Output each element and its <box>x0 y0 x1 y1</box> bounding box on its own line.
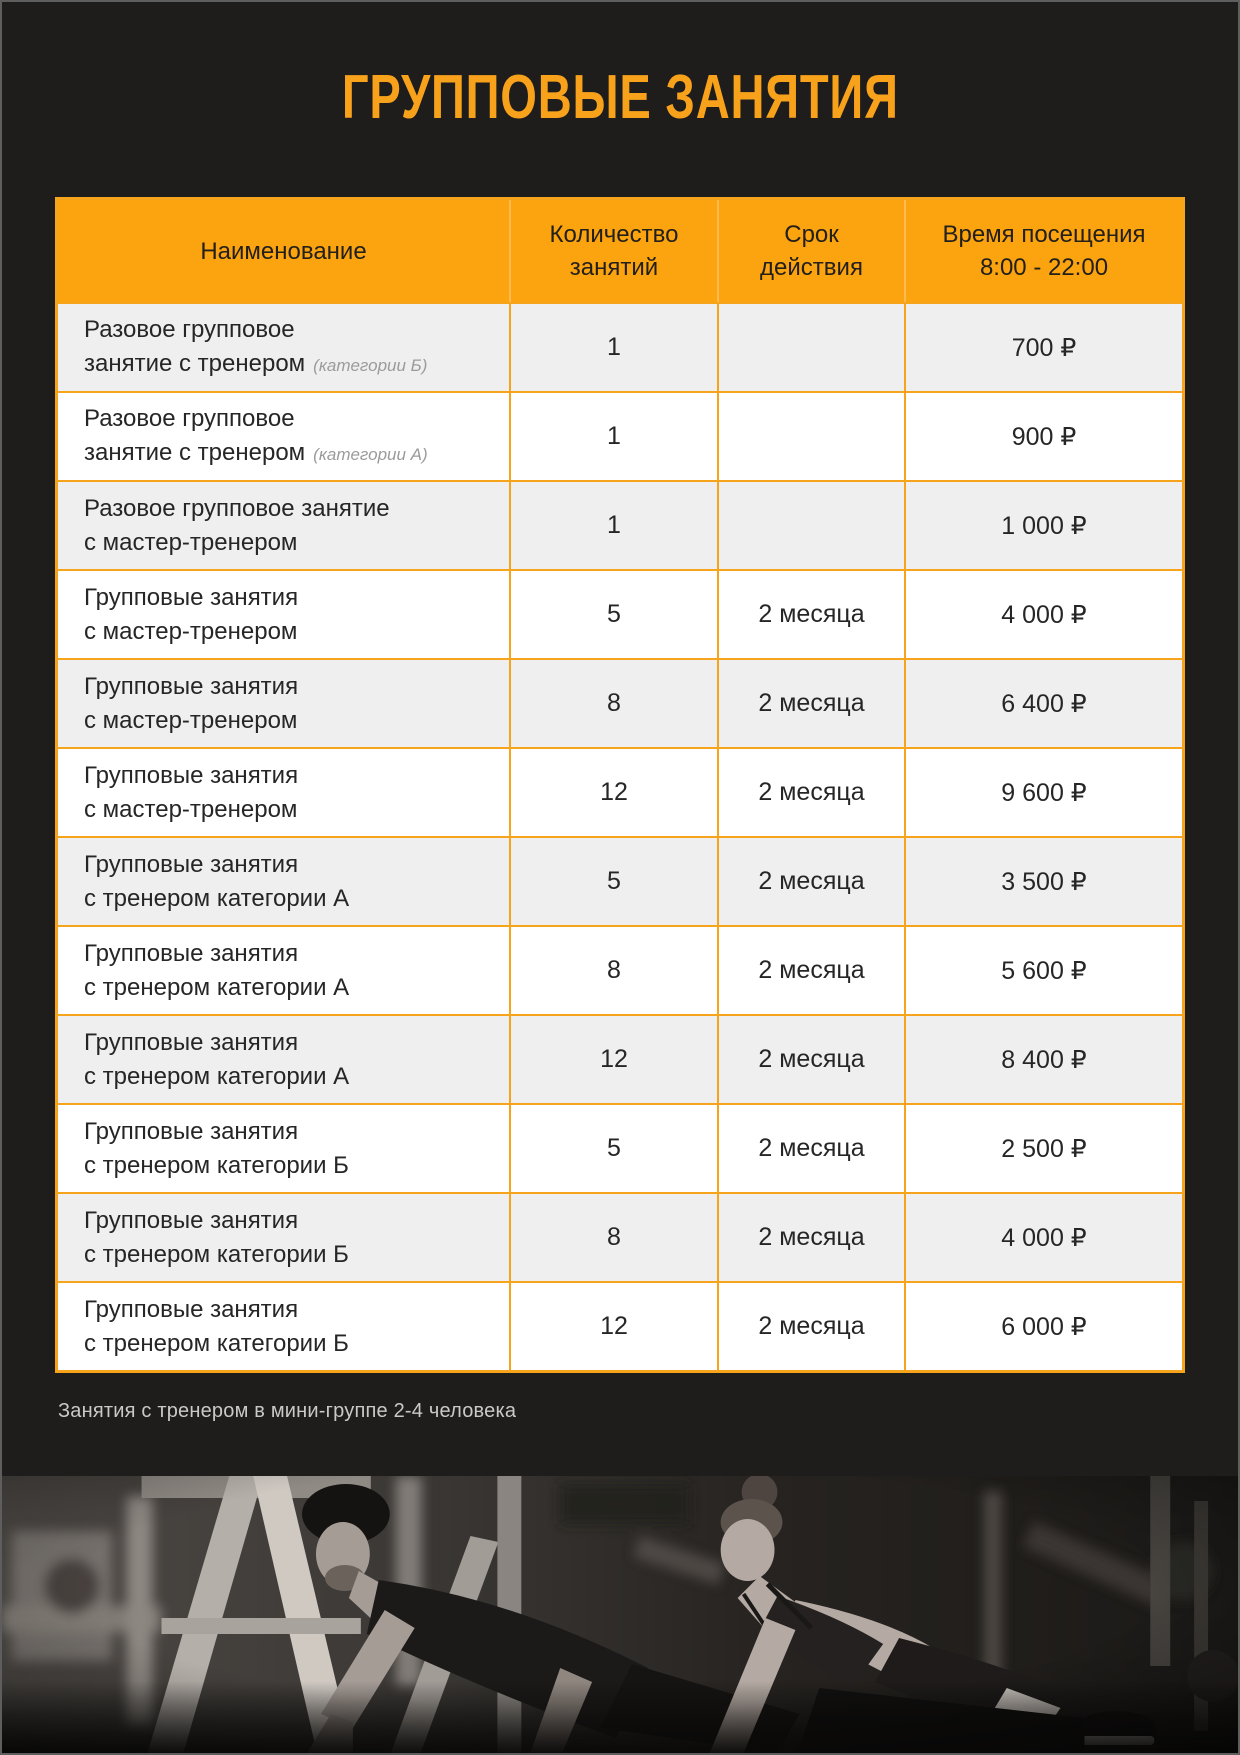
cell-price: 3 500 ₽ <box>906 838 1182 925</box>
cell-sessions: 5 <box>511 1105 717 1192</box>
table-row <box>58 1283 1182 1370</box>
cell-sessions: 5 <box>511 838 717 925</box>
table-row <box>58 304 1182 391</box>
cell-price: 6 400 ₽ <box>906 660 1182 747</box>
table-body <box>58 304 1182 1370</box>
cell-price: 5 600 ₽ <box>906 927 1182 1014</box>
cell-sessions: 12 <box>511 1283 717 1370</box>
cell-duration: 2 месяца <box>719 927 904 1014</box>
category-note: (категории А) <box>313 444 428 464</box>
cell-name: Групповые занятия с тренером категории А <box>58 927 509 1014</box>
cell-duration: 2 месяца <box>719 838 904 925</box>
cell-sessions: 12 <box>511 749 717 836</box>
cell-duration <box>719 482 904 569</box>
page-title: ГРУППОВЫЕ ЗАНЯТИЯ <box>341 63 899 132</box>
cell-price: 4 000 ₽ <box>906 571 1182 658</box>
table-row <box>58 838 1182 925</box>
cell-sessions: 1 <box>511 393 717 480</box>
page-title-wrap <box>2 62 1238 134</box>
cell-name: Разовое групповое занятие с тренером (категории А) <box>58 393 509 480</box>
cell-duration <box>719 393 904 480</box>
cell-name: Групповые занятия с тренером категории Б <box>58 1283 509 1370</box>
cell-sessions: 5 <box>511 571 717 658</box>
gym-photo-illustration <box>2 1476 1238 1753</box>
cell-sessions: 8 <box>511 660 717 747</box>
cell-price: 1 000 ₽ <box>906 482 1182 569</box>
table-row <box>58 1105 1182 1192</box>
table-row <box>58 749 1182 836</box>
cell-name: Групповые занятия с тренером категории Б <box>58 1105 509 1192</box>
pricing-table <box>55 197 1185 1373</box>
cell-duration: 2 месяца <box>719 1016 904 1103</box>
cell-price: 9 600 ₽ <box>906 749 1182 836</box>
cell-sessions: 12 <box>511 1016 717 1103</box>
table-row <box>58 482 1182 569</box>
cell-name: Групповые занятия с мастер-тренером <box>58 571 509 658</box>
cell-sessions: 1 <box>511 304 717 391</box>
cell-name: Групповые занятия с тренером категории А <box>58 1016 509 1103</box>
cell-price: 4 000 ₽ <box>906 1194 1182 1281</box>
table-row <box>58 393 1182 480</box>
footnote: Занятия с тренером в мини-группе 2-4 человека <box>58 1400 517 1422</box>
header-visit-time: Время посещения 8:00 - 22:00 <box>906 200 1182 302</box>
cell-duration: 2 месяца <box>719 749 904 836</box>
cell-name: Групповые занятия с тренером категории Б <box>58 1194 509 1281</box>
cell-sessions: 1 <box>511 482 717 569</box>
cell-duration: 2 месяца <box>719 1194 904 1281</box>
cell-name: Групповые занятия с мастер-тренером <box>58 749 509 836</box>
cell-sessions: 8 <box>511 1194 717 1281</box>
cell-price: 900 ₽ <box>906 393 1182 480</box>
cell-name: Групповые занятия с мастер-тренером <box>58 660 509 747</box>
gym-photo <box>2 1476 1238 1753</box>
cell-duration: 2 месяца <box>719 1283 904 1370</box>
cell-duration <box>719 304 904 391</box>
table-row <box>58 660 1182 747</box>
header-name: Наименование <box>58 200 509 302</box>
table-row <box>58 571 1182 658</box>
cell-duration: 2 месяца <box>719 1105 904 1192</box>
cell-price: 700 ₽ <box>906 304 1182 391</box>
header-sessions: Количество занятий <box>511 200 717 302</box>
cell-price: 6 000 ₽ <box>906 1283 1182 1370</box>
table-row <box>58 1194 1182 1281</box>
cell-duration: 2 месяца <box>719 571 904 658</box>
cell-name: Разовое групповое занятие с тренером (категории Б) <box>58 304 509 391</box>
cell-name: Разовое групповое занятие с мастер-тренером <box>58 482 509 569</box>
category-note: (категории Б) <box>313 355 428 375</box>
cell-sessions: 8 <box>511 927 717 1014</box>
header-duration: Срок действия <box>719 200 904 302</box>
table-row <box>58 927 1182 1014</box>
table-row <box>58 1016 1182 1103</box>
cell-price: 8 400 ₽ <box>906 1016 1182 1103</box>
table-header-row <box>58 200 1182 302</box>
cell-name: Групповые занятия с тренером категории А <box>58 838 509 925</box>
cell-price: 2 500 ₽ <box>906 1105 1182 1192</box>
cell-duration: 2 месяца <box>719 660 904 747</box>
